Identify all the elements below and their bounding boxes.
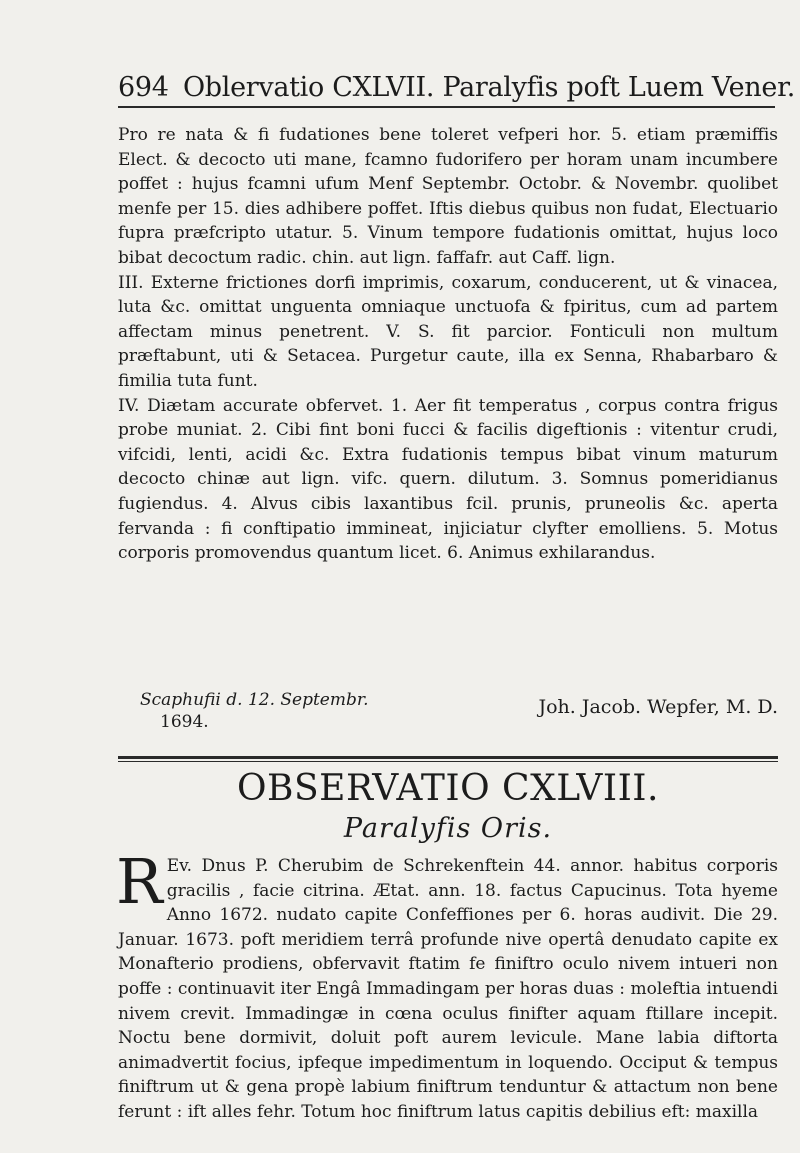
section-rule-thin — [118, 761, 778, 762]
paragraph: III. Externe frictiones dorfi imprimis, coxarum, conducerent, ut & vinacea, luta &c. omittat unguenta omniaque unctuofa & fpiritus, cum ad partem affectam minus penetrent. V. S. fit parcior. Fonticuli non multum præftabunt, uti & Setacea. Purgetur caute, illa ex Senna, Rhabarbaro & fimilia tuta funt. — [118, 272, 778, 391]
signature-author: Joh. Jacob. Wepfer, M. D. — [538, 696, 778, 718]
signature-place: Scaphufii d. 12. Septembr. — [140, 690, 369, 710]
drop-cap: R — [116, 845, 163, 918]
running-title: Oblervatio CXLVII. Paralyfis poft Luem Vener. — [182, 72, 795, 103]
header-rule — [118, 106, 775, 108]
page-number: 694 — [118, 72, 169, 103]
observation-147-continuation — [118, 123, 778, 566]
paragraph: Pro re nata & fi fudationes bene toleret vefperi hor. 5. etiam præmiffis Elect. & decocto uti mane, fcamno fudorifero per horam unam incumbere poffet : hujus fcamni ufum Menf Septembr. Octobr. & Novembr. quolibet menfe per 15. dies adhibere poffet. Iftis diebus quibus non fudat, Electuario fupra præfcripto utatur. 5. Vinum tempore fudationis omittat, hujus loco bibat decoctum radic. chin. aut lign. faffafr. aut Caff. lign. — [118, 125, 778, 268]
paragraph: Ev. Dnus P. Cherubim de Schrekenftein 44. annor. habitus corporis gracilis , facie citrina. Ætat. ann. 18. factus Capucinus. Tota hyeme Anno 1672. nudato capite Confeffiones per 6. horas audivit. Die 29. Januar. 1673. poft meridiem terrâ profunde nive opertâ denudato capite ex Monafterio prodiens, obfervavit ftatim fe finiftro oculo nivem intueri non poffe : continuavit iter Engâ Immadingam per horas duas : moleftia intuendi nivem crevit. Immadingæ in cœna oculus finifter aquam ftillare incepit. Noctu bene dormivit, doluit poft aurem levicule. Mane labia diftorta animadvertit focius, ipfeque impedimentum in loquendo. Occiput & tempus finiftrum ut & gena propè labium finiftrum tenduntur & attactum non bene ferunt : ift alles fehr. Totum hoc finiftrum latus capitis debilius eft: maxilla — [118, 856, 778, 1122]
running-head — [118, 72, 795, 103]
observation-title: OBSERVATIO CXLVIII. — [237, 768, 659, 809]
observation-subtitle: Paralyfis Oris. — [343, 813, 553, 844]
signature-year: 1694. — [160, 712, 209, 732]
observation-148-text — [116, 845, 778, 1125]
paragraph: IV. Diætam accurate obfervet. 1. Aer fit temperatus , corpus contra frigus probe muniat. 2. Cibi fint boni fucci & facilis digeftionis : vitentur crudi, vifcidi, lenti, acidi &c. Extra fudationis tempus bibat vinum maturum decocto chinæ aut lign. vifc. quern. dilutum. 3. Somnus pomeridianus fugiendus. 4. Alvus cibis laxantibus fcil. prunis, pruneolis &c. aperta fervanda : fi conftipatio immineat, injiciatur clyfter emolliens. 5. Motus corporis promovendus quantum licet. 6. Animus exhilarandus. — [118, 395, 778, 564]
section-rule — [118, 756, 778, 759]
signature-block — [118, 690, 778, 750]
